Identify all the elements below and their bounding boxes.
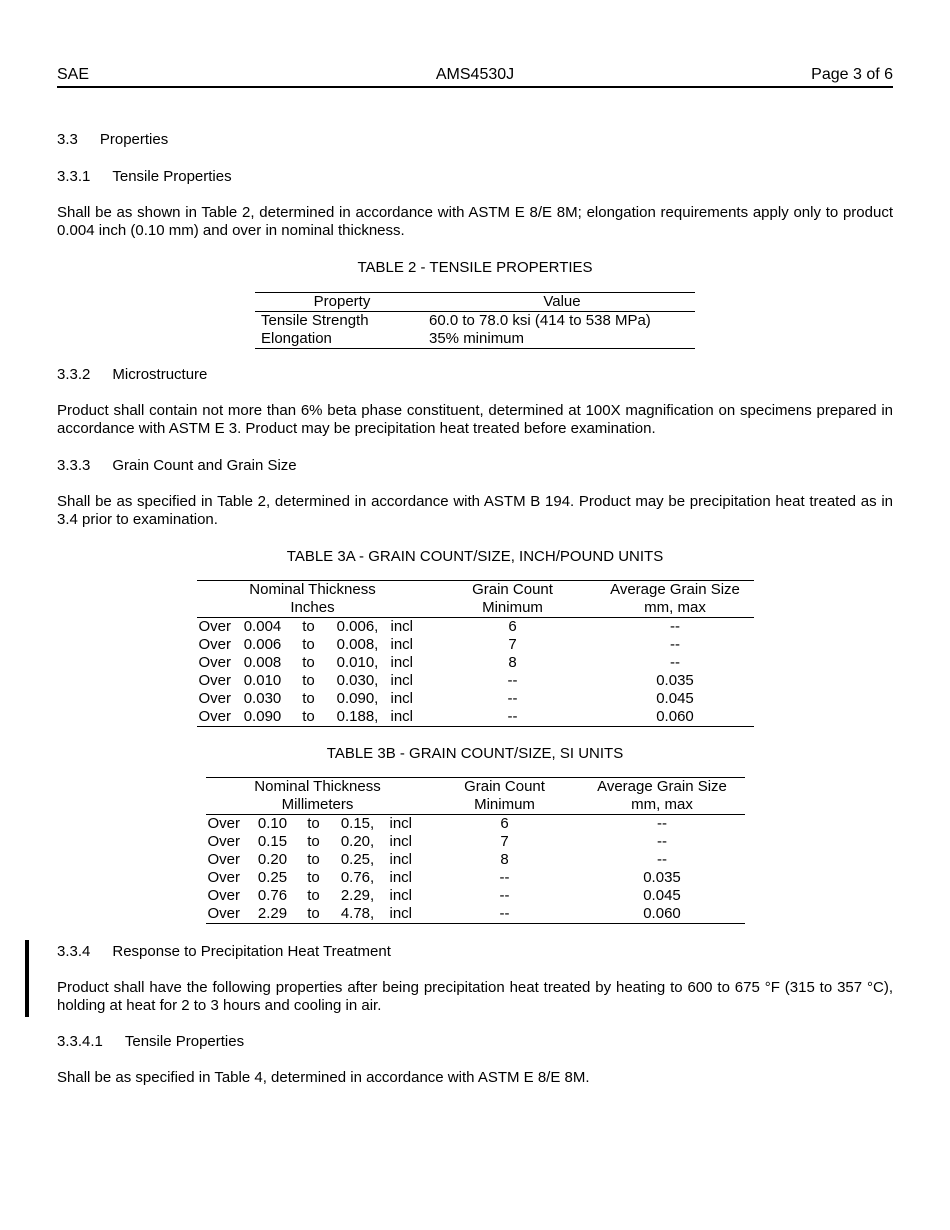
range-max-cell: 0.008, <box>336 636 379 653</box>
section-title: Grain Count and Grain Size <box>112 457 297 474</box>
range-max-cell: 0.76, <box>340 869 375 886</box>
grain-size-cell: -- <box>657 851 667 868</box>
table2 <box>255 292 695 349</box>
grain-size-cell: 0.060 <box>656 708 694 725</box>
table3b <box>206 777 745 924</box>
to-label: to <box>307 851 320 868</box>
value-cell: 60.0 to 78.0 ksi (414 to 538 MPa) <box>429 312 651 329</box>
section-number: 3.3.4 <box>57 943 91 960</box>
header-page-number: Page 3 of 6 <box>811 66 894 83</box>
paragraph-3-3-1: Shall be as shown in Table 2, determined in accordance with ASTM E 8/E 8M; elongation requirements apply only to product 0.004 inch (0.10 mm) and over in nominal thickness. <box>57 204 893 239</box>
section-title: Tensile Properties <box>124 1033 245 1050</box>
section-title: Properties <box>99 131 169 148</box>
to-label: to <box>307 833 320 850</box>
grain-size-cell: -- <box>670 636 680 653</box>
to-label: to <box>302 708 315 725</box>
section-heading-3-3-4-1 <box>57 1033 893 1051</box>
to-label: to <box>307 815 320 832</box>
grain-count-cell: -- <box>507 672 518 689</box>
over-label: Over <box>207 905 241 922</box>
incl-label: incl <box>390 618 414 635</box>
section-number: 3.3.3 <box>57 457 91 474</box>
range-max-cell: 0.15, <box>340 815 375 832</box>
col-header-line1: Average Grain Size <box>597 778 727 795</box>
over-label: Over <box>198 708 232 725</box>
paragraph-3-3-4-1: Shall be as specified in Table 4, determined in accordance with ASTM E 8/E 8M. <box>57 1069 590 1086</box>
col-header-line1: Nominal Thickness <box>254 778 381 795</box>
incl-label: incl <box>390 636 414 653</box>
range-min-cell: 0.20 <box>257 851 288 868</box>
grain-count-cell: 8 <box>500 851 509 868</box>
grain-count-cell: 7 <box>500 833 509 850</box>
col-header-line2: mm, max <box>631 796 693 813</box>
section-number: 3.3.1 <box>57 168 91 185</box>
grain-size-cell: 0.045 <box>643 887 681 904</box>
grain-size-cell: -- <box>657 833 667 850</box>
header-org-label: SAE <box>57 66 90 83</box>
over-label: Over <box>198 636 232 653</box>
col-header-line2: mm, max <box>644 599 706 616</box>
grain-count-cell: 6 <box>500 815 509 832</box>
range-min-cell: 0.008 <box>243 654 282 671</box>
table3a-body <box>197 618 754 726</box>
table3b-col-grain-count <box>430 778 580 814</box>
table3a-col-grain-count <box>429 581 597 617</box>
range-min-cell: 0.76 <box>257 887 288 904</box>
to-label: to <box>307 887 320 904</box>
incl-label: incl <box>390 672 414 689</box>
grain-size-cell: -- <box>657 815 667 832</box>
paragraph-3-3-2: Product shall contain not more than 6% beta phase constituent, determined at 100X magnification on specimens prepared in accordance with ASTM E 3. Product may be precipitation heat treated before examination. <box>57 402 893 437</box>
section-heading-3-3-3 <box>57 457 893 475</box>
range-max-cell: 0.20, <box>340 833 375 850</box>
grain-size-cell: 0.035 <box>656 672 694 689</box>
to-label: to <box>302 690 315 707</box>
incl-label: incl <box>389 887 413 904</box>
col-header-line2: Millimeters <box>281 796 354 813</box>
paragraph-3-3-4: Product shall have the following properties after being precipitation heat treated by heating to 600 to 675 °F (315 to 357 °C), holding at heat for 2 to 3 hours and cooling in air. <box>57 979 893 1014</box>
incl-label: incl <box>389 815 413 832</box>
change-bar <box>25 940 29 1017</box>
col-header-line1: Nominal Thickness <box>249 581 376 598</box>
over-label: Over <box>207 815 241 832</box>
to-label: to <box>302 672 315 689</box>
value-cell: 35% minimum <box>429 330 525 347</box>
table-row <box>197 690 754 708</box>
range-max-cell: 0.030, <box>336 672 379 689</box>
table-row <box>206 815 745 833</box>
table3b-header-row <box>206 778 745 815</box>
incl-label: incl <box>389 851 413 868</box>
section-heading-3-3-4 <box>57 943 893 961</box>
table-row <box>197 708 754 726</box>
table3a-header-row <box>197 581 754 618</box>
incl-label: incl <box>389 869 413 886</box>
section-heading-3-3 <box>57 131 893 149</box>
col-header-line2: Minimum <box>474 796 535 813</box>
table-row <box>206 869 745 887</box>
range-min-cell: 0.030 <box>243 690 282 707</box>
col-header-line2: Minimum <box>482 599 543 616</box>
table-row <box>206 851 745 869</box>
table3a-col-thickness <box>197 581 429 617</box>
to-label: to <box>302 618 315 635</box>
table2-body <box>255 312 695 348</box>
section-number: 3.3.2 <box>57 366 91 383</box>
range-min-cell: 0.090 <box>243 708 282 725</box>
col-header-line2: Inches <box>290 599 335 616</box>
table2-col-property: Property <box>313 293 371 310</box>
table3b-title: TABLE 3B - GRAIN COUNT/SIZE, SI UNITS <box>326 745 624 762</box>
to-label: to <box>307 905 320 922</box>
table2-col-value: Value <box>543 293 581 310</box>
table3b-col-grain-size <box>580 778 745 814</box>
table-row <box>255 312 695 330</box>
over-label: Over <box>207 887 241 904</box>
grain-size-cell: 0.035 <box>643 869 681 886</box>
table3b-body <box>206 815 745 923</box>
table-row <box>206 833 745 851</box>
incl-label: incl <box>390 654 414 671</box>
grain-count-cell: -- <box>507 690 518 707</box>
table-row <box>197 672 754 690</box>
grain-count-cell: 6 <box>508 618 517 635</box>
incl-label: incl <box>390 708 414 725</box>
range-min-cell: 0.010 <box>243 672 282 689</box>
table-row <box>197 636 754 654</box>
table-row <box>206 887 745 905</box>
table3a <box>197 580 754 727</box>
paragraph-3-3-3: Shall be as specified in Table 2, determined in accordance with ASTM B 194. Product may be precipitation heat treated as in 3.4 prior to examination. <box>57 493 893 528</box>
section-title: Tensile Properties <box>112 168 232 185</box>
to-label: to <box>307 869 320 886</box>
incl-label: incl <box>389 833 413 850</box>
incl-label: incl <box>390 690 414 707</box>
range-max-cell: 0.188, <box>336 708 379 725</box>
over-label: Over <box>198 672 232 689</box>
grain-size-cell: -- <box>670 654 680 671</box>
section-heading-3-3-1 <box>57 168 893 186</box>
grain-count-cell: 8 <box>508 654 517 671</box>
range-max-cell: 0.25, <box>340 851 375 868</box>
col-header-line1: Average Grain Size <box>610 581 740 598</box>
grain-size-cell: 0.060 <box>643 905 681 922</box>
table-row <box>197 618 754 636</box>
range-max-cell: 2.29, <box>340 887 375 904</box>
to-label: to <box>302 636 315 653</box>
over-label: Over <box>207 833 241 850</box>
revision-block <box>57 943 893 1015</box>
grain-count-cell: 7 <box>508 636 517 653</box>
table-row <box>255 330 695 348</box>
table3a-title: TABLE 3A - GRAIN COUNT/SIZE, INCH/POUND UNITS <box>286 548 664 565</box>
col-header-line1: Grain Count <box>472 581 553 598</box>
table2-title: TABLE 2 - TENSILE PROPERTIES <box>357 259 593 276</box>
section-heading-3-3-2 <box>57 366 893 384</box>
grain-count-cell: -- <box>499 905 510 922</box>
page-header <box>57 66 893 88</box>
incl-label: incl <box>389 905 413 922</box>
grain-size-cell: 0.045 <box>656 690 694 707</box>
table3b-col-thickness <box>206 778 430 814</box>
grain-count-cell: -- <box>507 708 518 725</box>
range-min-cell: 0.10 <box>257 815 288 832</box>
table-row <box>197 654 754 672</box>
to-label: to <box>302 654 315 671</box>
range-max-cell: 4.78, <box>340 905 375 922</box>
section-number: 3.3 <box>57 131 78 148</box>
range-max-cell: 0.006, <box>336 618 379 635</box>
property-cell: Elongation <box>261 330 332 347</box>
range-max-cell: 0.090, <box>336 690 379 707</box>
over-label: Over <box>207 851 241 868</box>
range-min-cell: 0.25 <box>257 869 288 886</box>
section-title: Microstructure <box>112 366 208 383</box>
grain-count-cell: -- <box>499 869 510 886</box>
header-spec-number: AMS4530J <box>435 66 515 83</box>
section-title: Response to Precipitation Heat Treatment <box>112 943 391 960</box>
range-max-cell: 0.010, <box>336 654 379 671</box>
section-number: 3.3.4.1 <box>57 1033 103 1050</box>
grain-size-cell: -- <box>670 618 680 635</box>
range-min-cell: 2.29 <box>257 905 288 922</box>
over-label: Over <box>207 869 241 886</box>
col-header-line1: Grain Count <box>464 778 545 795</box>
range-min-cell: 0.004 <box>243 618 282 635</box>
grain-count-cell: -- <box>499 887 510 904</box>
table2-header-row <box>255 293 695 312</box>
property-cell: Tensile Strength <box>261 312 369 329</box>
range-min-cell: 0.15 <box>257 833 288 850</box>
table-row <box>206 905 745 923</box>
table3a-col-grain-size <box>597 581 754 617</box>
range-min-cell: 0.006 <box>243 636 282 653</box>
over-label: Over <box>198 618 232 635</box>
over-label: Over <box>198 690 232 707</box>
over-label: Over <box>198 654 232 671</box>
